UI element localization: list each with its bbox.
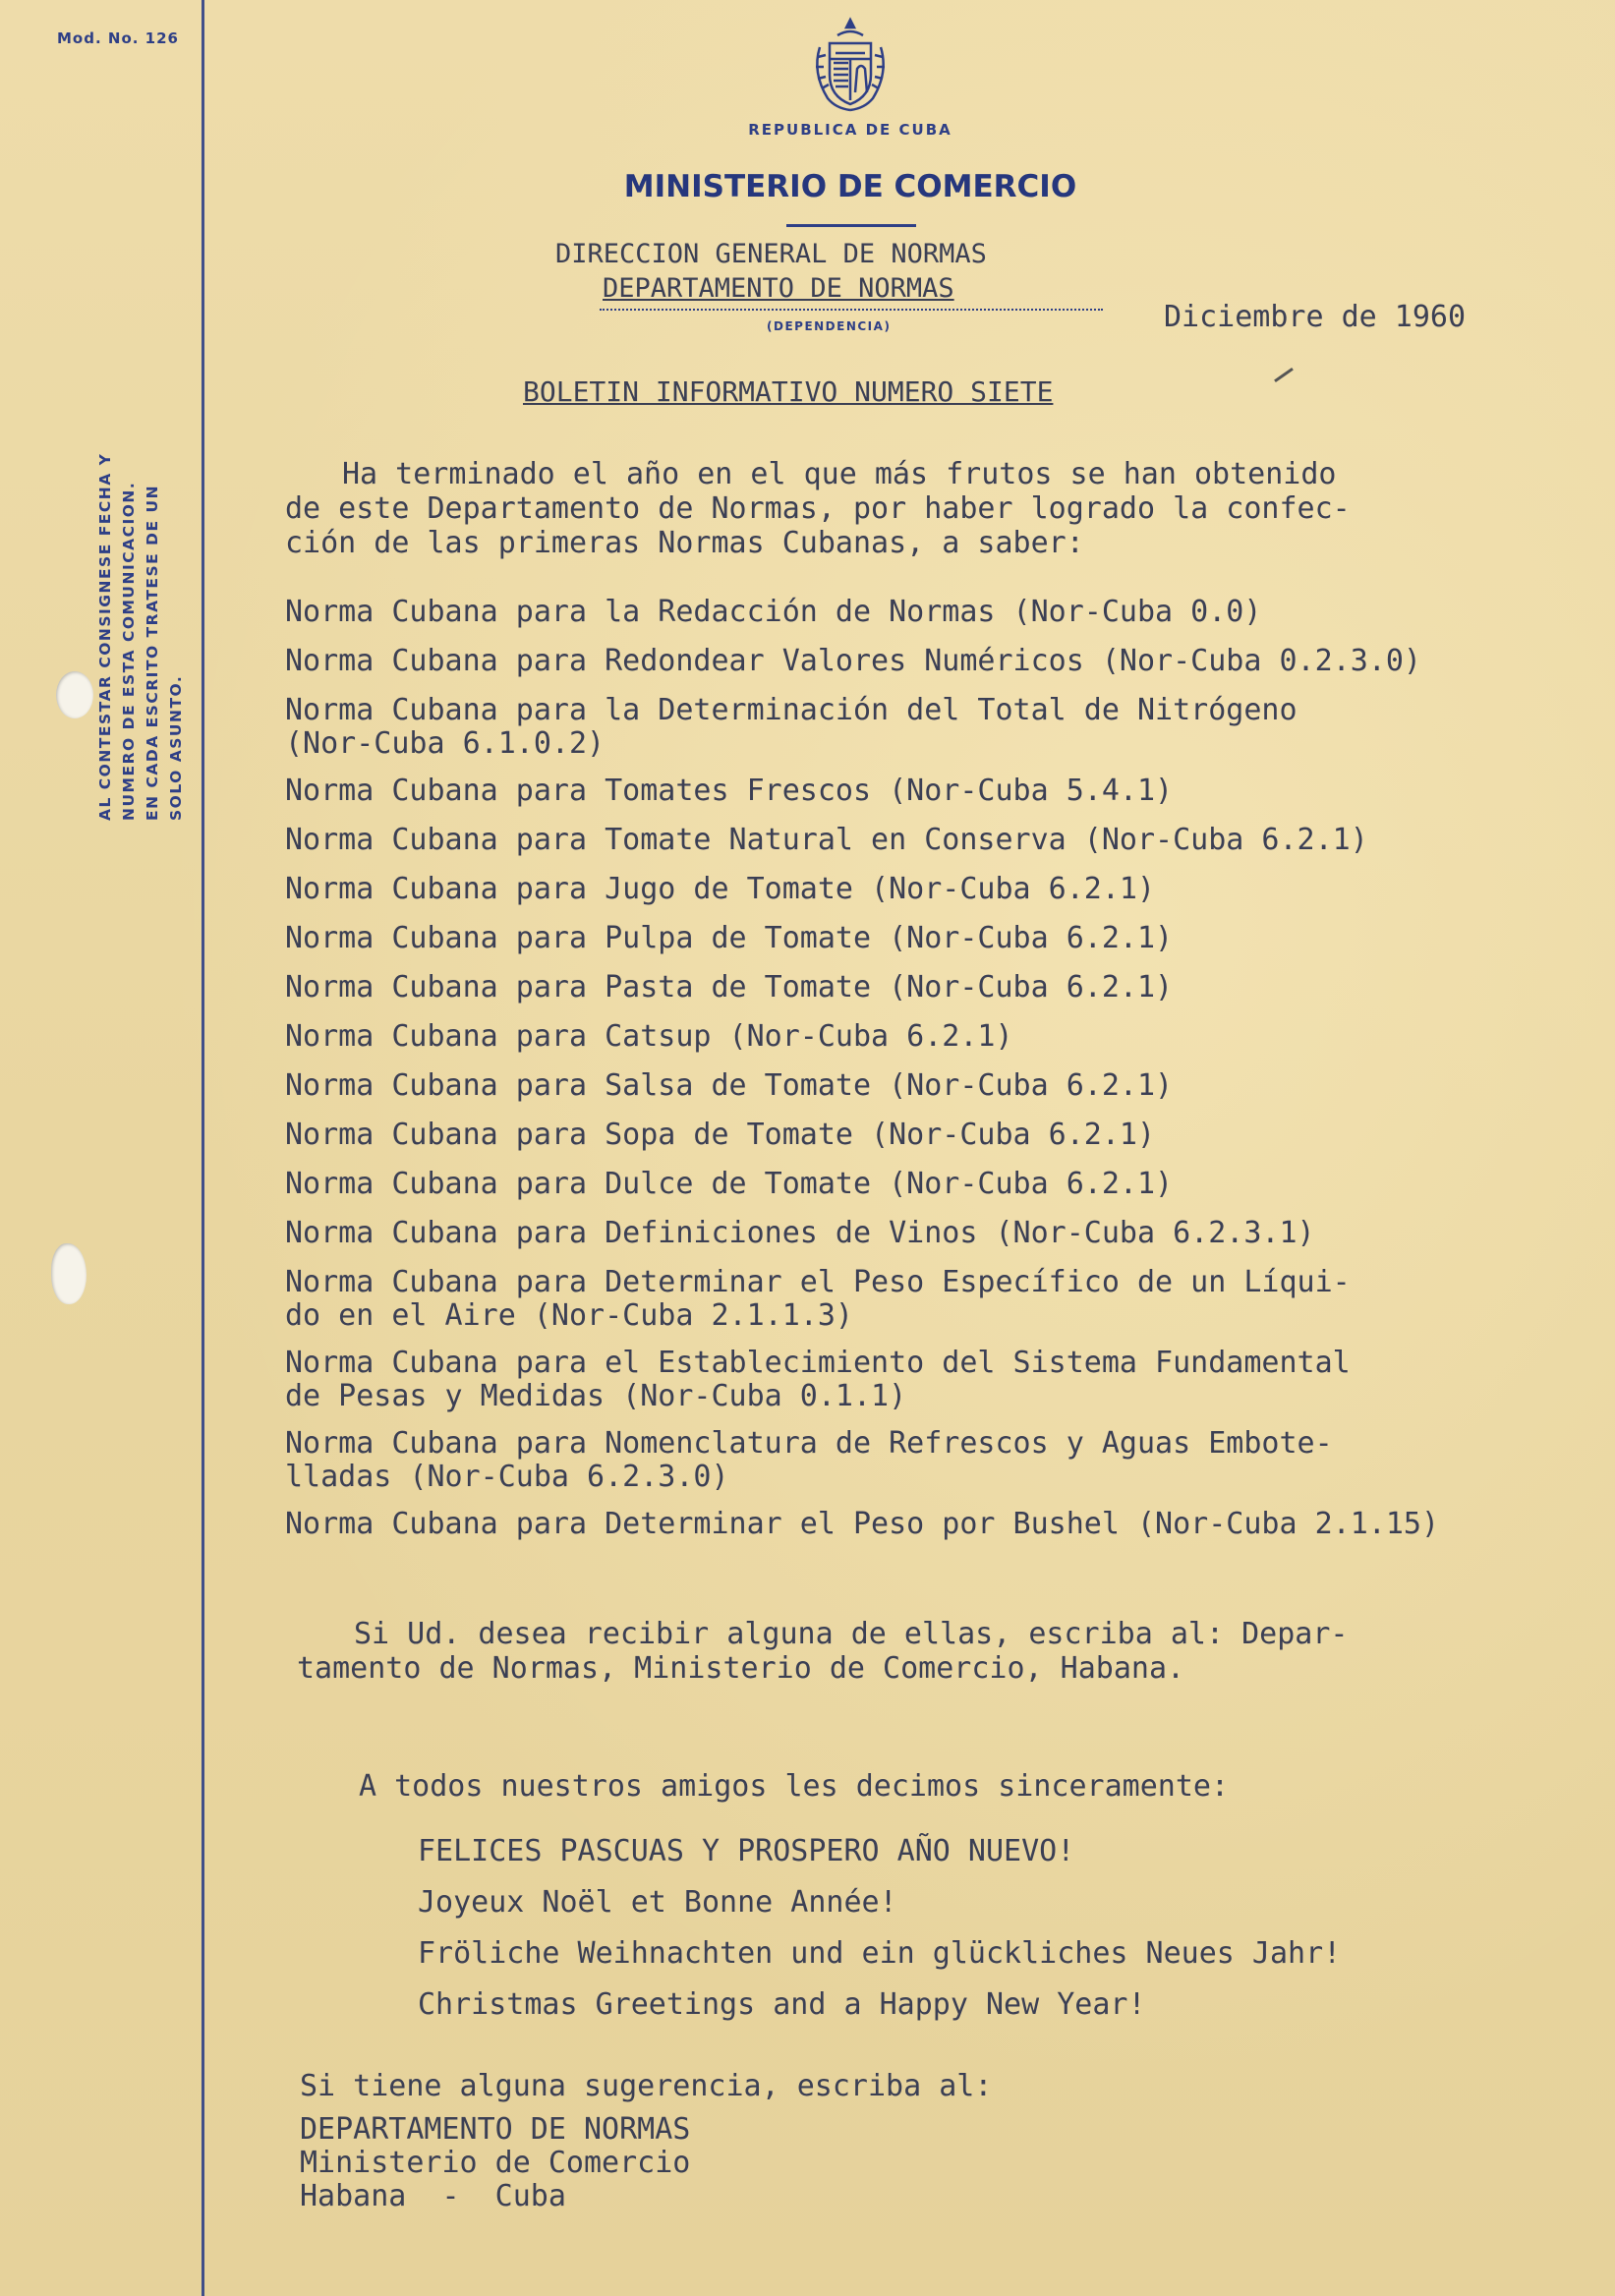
side-instruction-line: AL CONTESTAR CONSIGNESE FECHA Y [96, 452, 114, 821]
list-item [285, 824, 1563, 857]
list-item [285, 1069, 1563, 1103]
intro-line: Ha terminado el año en el que más frutos se han obtenido [342, 457, 1337, 491]
norm-line-continued: (Nor-Cuba 6.1.0.2) [285, 726, 606, 761]
greeting-german: Fröliche Weihnachten und ein glückliches Neues Jahr! [418, 1936, 1342, 1971]
punch-hole [51, 1243, 87, 1304]
norm-line-continued: do en el Aire (Nor-Cuba 2.1.1.3) [285, 1298, 853, 1333]
list-item [285, 971, 1563, 1004]
list-item [285, 922, 1563, 955]
list-item [285, 1508, 1563, 1541]
address-line: Ministerio de Comercio [300, 2146, 691, 2180]
divider [786, 224, 916, 227]
norm-line: Norma Cubana para la Redacción de Normas (Nor-Cuba 0.0) [285, 595, 1262, 629]
ministry-name: MINISTERIO DE COMERCIO [623, 169, 1077, 204]
norm-line: Norma Cubana para Sopa de Tomate (Nor-Cuba 6.2.1) [285, 1118, 1156, 1152]
dependency-label: (DEPENDENCIA) [767, 319, 892, 333]
address-line: DEPARTAMENTO DE NORMAS [300, 2112, 691, 2147]
intro-paragraph [285, 457, 1351, 560]
list-item [285, 775, 1563, 808]
greetings-list [418, 1834, 1341, 2038]
greeting-french: Joyeux Noël et Bonne Année! [418, 1885, 897, 1920]
side-instruction-line: EN CADA ESCRITO TRATESE DE UN [144, 484, 161, 821]
letter-date: Diciembre de 1960 [1164, 300, 1467, 334]
department-name: DEPARTAMENTO DE NORMAS [603, 273, 954, 304]
norms-list [285, 596, 1563, 1557]
norm-line: Norma Cubana para Catsup (Nor-Cuba 6.2.1) [285, 1019, 1013, 1054]
norm-line: Norma Cubana para Pasta de Tomate (Nor-Cuba 6.2.1) [285, 970, 1174, 1004]
list-item [285, 1427, 1563, 1494]
norm-line: Norma Cubana para el Establecimiento del Sistema Fundamental [285, 1346, 1351, 1380]
norm-line: Norma Cubana para Definiciones de Vinos (Nor-Cuba 6.2.3.1) [285, 1216, 1315, 1250]
list-item [285, 1020, 1563, 1054]
list-item [285, 645, 1563, 678]
list-item [285, 1266, 1563, 1333]
list-item [285, 1168, 1563, 1201]
side-instruction-line: NUMERO DE ESTA COMUNICACION. [120, 481, 138, 821]
list-item [285, 873, 1563, 906]
norm-line: Norma Cubana para Tomates Frescos (Nor-Cuba 5.4.1) [285, 774, 1174, 808]
direction-name: DIRECCION GENERAL DE NORMAS [555, 239, 987, 269]
list-item [285, 1217, 1563, 1250]
pencil-mark [1274, 368, 1294, 382]
request-line: Si Ud. desea recibir alguna de ellas, escriba al: Depar- [354, 1617, 1349, 1651]
norm-line: Norma Cubana para Redondear Valores Numéricos (Nor-Cuba 0.2.3.0) [285, 644, 1421, 678]
friends-line: A todos nuestros amigos les decimos sinceramente: [359, 1769, 1230, 1804]
norm-line: Norma Cubana para la Determinación del Total de Nitrógeno [285, 693, 1298, 727]
norm-line: Norma Cubana para Tomate Natural en Conserva (Nor-Cuba 6.2.1) [285, 823, 1368, 857]
list-item [285, 596, 1563, 629]
norm-line: Norma Cubana para Salsa de Tomate (Nor-Cuba 6.2.1) [285, 1068, 1174, 1103]
norm-line: Norma Cubana para Jugo de Tomate (Nor-Cuba 6.2.1) [285, 872, 1156, 906]
list-item [285, 1347, 1563, 1413]
country-name: REPUBLICA DE CUBA [748, 121, 952, 139]
norm-line-continued: lladas (Nor-Cuba 6.2.3.0) [285, 1460, 729, 1494]
dependency-dotted-line [600, 309, 1103, 311]
intro-line: ción de las primeras Normas Cubanas, a saber: [285, 526, 1084, 560]
intro-line: de este Departamento de Normas, por haber logrado la confec- [285, 491, 1351, 526]
list-item [285, 694, 1563, 761]
greeting-english: Christmas Greetings and a Happy New Year! [418, 1987, 1146, 2022]
address-line: Habana - Cuba [300, 2179, 566, 2213]
request-paragraph [297, 1617, 1348, 1686]
norm-line: Norma Cubana para Determinar el Peso Específico de un Líqui- [285, 1265, 1351, 1299]
greeting-spanish: FELICES PASCUAS Y PROSPERO AÑO NUEVO! [418, 1834, 1075, 1868]
return-address [300, 2113, 690, 2213]
suggestion-line: Si tiene alguna sugerencia, escriba al: [300, 2069, 993, 2103]
side-instruction-line: SOLO ASUNTO. [167, 674, 185, 821]
bulletin-title: BOLETIN INFORMATIVO NUMERO SIETE [523, 375, 1054, 408]
coat-of-arms-icon [806, 14, 894, 117]
norm-line: Norma Cubana para Nomenclatura de Refrescos y Aguas Embote- [285, 1426, 1333, 1461]
margin-rule [202, 0, 204, 2296]
norm-line: Norma Cubana para Determinar el Peso por Bushel (Nor-Cuba 2.1.15) [285, 1507, 1439, 1541]
request-line: tamento de Normas, Ministerio de Comercio, Habana. [297, 1651, 1185, 1686]
side-instructions [93, 369, 188, 821]
norm-line: Norma Cubana para Dulce de Tomate (Nor-Cuba 6.2.1) [285, 1167, 1174, 1201]
punch-hole [56, 671, 93, 718]
list-item [285, 1119, 1563, 1152]
model-number: Mod. No. 126 [57, 29, 179, 47]
norm-line-continued: de Pesas y Medidas (Nor-Cuba 0.1.1) [285, 1379, 907, 1413]
norm-line: Norma Cubana para Pulpa de Tomate (Nor-Cuba 6.2.1) [285, 921, 1174, 955]
